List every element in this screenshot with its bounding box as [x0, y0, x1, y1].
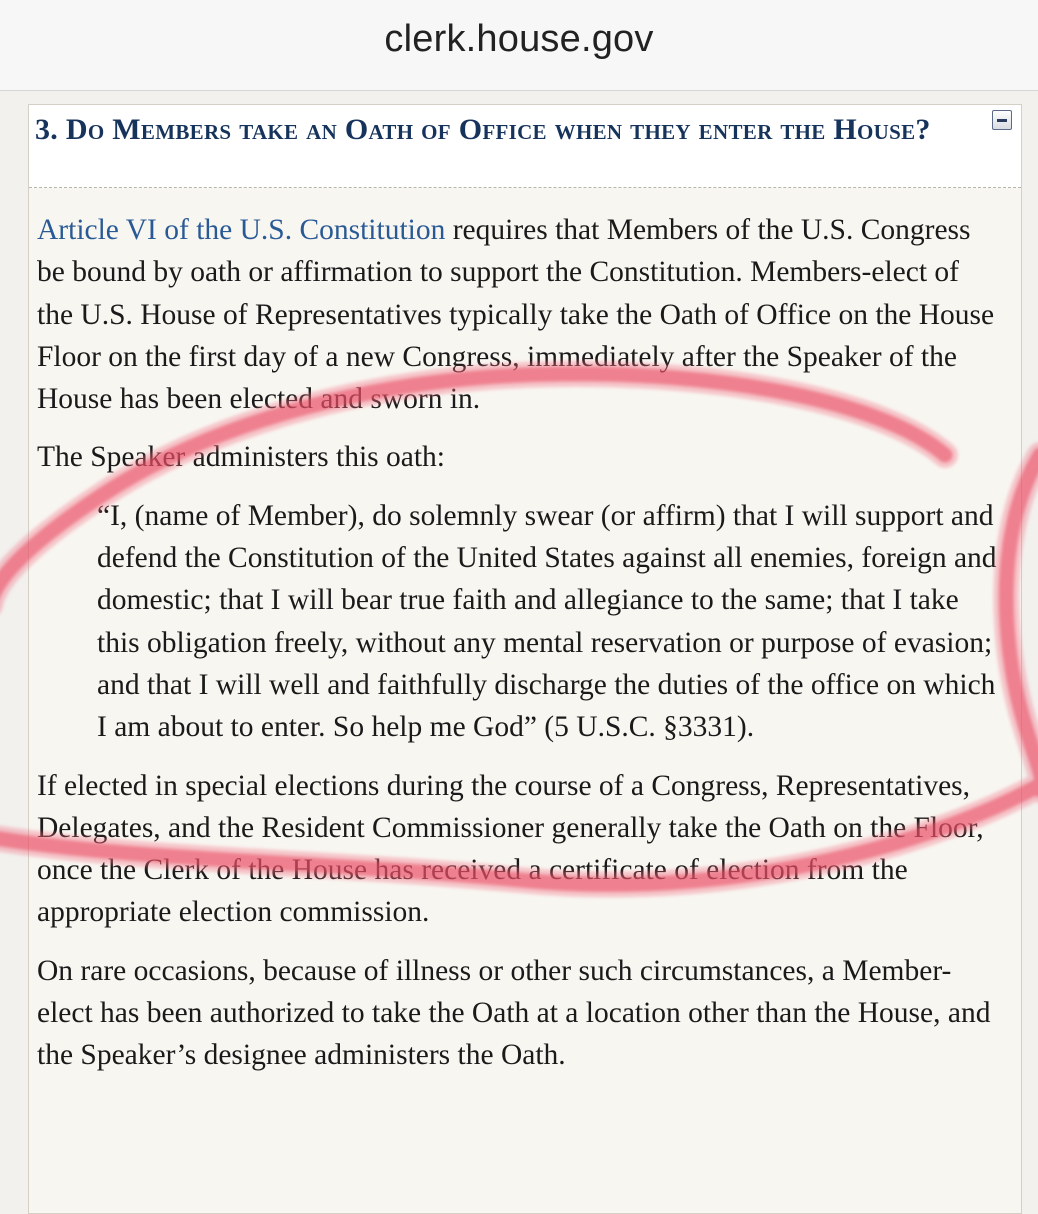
minus-icon [997, 119, 1007, 122]
collapse-button[interactable] [992, 110, 1012, 130]
answer-paragraph-3: If elected in special elections during the course of a Congress, Representatives, Delegates, and the Resident Commissioner generally take the Oath on the Floor, once the Clerk of the House has received a certificate of election from the appropriate election commission. [37, 769, 984, 929]
article-vi-link[interactable]: Article VI of the U.S. Constitution [37, 214, 446, 246]
url-text: clerk.house.gov [384, 18, 654, 60]
answer-paragraph-4: On rare occasions, because of illness or other such circumstances, a Member-elect has been authorized to take the Oath at a location other than the House, and the Speaker’s designee administers the Oath. [37, 954, 991, 1072]
faq-answer-body [37, 209, 997, 1093]
faq-header[interactable] [29, 105, 1021, 188]
answer-paragraph-2: The Speaker administers this oath: [37, 441, 445, 474]
answer-paragraph-1-text: requires that Members of the U.S. Congress be bound by oath or affirmation to support the Constitution. Members-elect of the U.S. House of Representatives typically take the Oath of Office on the House Floor on the first day of a new Congress, immediately after the Speaker of the House has been elected and sworn in. [37, 214, 995, 416]
answer-paragraph-1 [37, 209, 997, 420]
oath-quote: “I, (name of Member), do solemnly swear (or affirm) that I will support and defend the Constitution of the United States against all enemies, foreign and domestic; that I will bear true faith and allegiance to the same; that I take this obligation freely, without any mental reservation or purpose of evasion; and that I will well and faithfully discharge the duties of the office on which I am about to enter. So help me God” (5 U.S.C. §3331). [97, 499, 997, 744]
browser-address-bar[interactable] [0, 0, 1038, 91]
faq-question-title: 3. Do Members take an Oath of Office when they enter the House? [35, 113, 931, 146]
faq-panel [28, 104, 1022, 1214]
